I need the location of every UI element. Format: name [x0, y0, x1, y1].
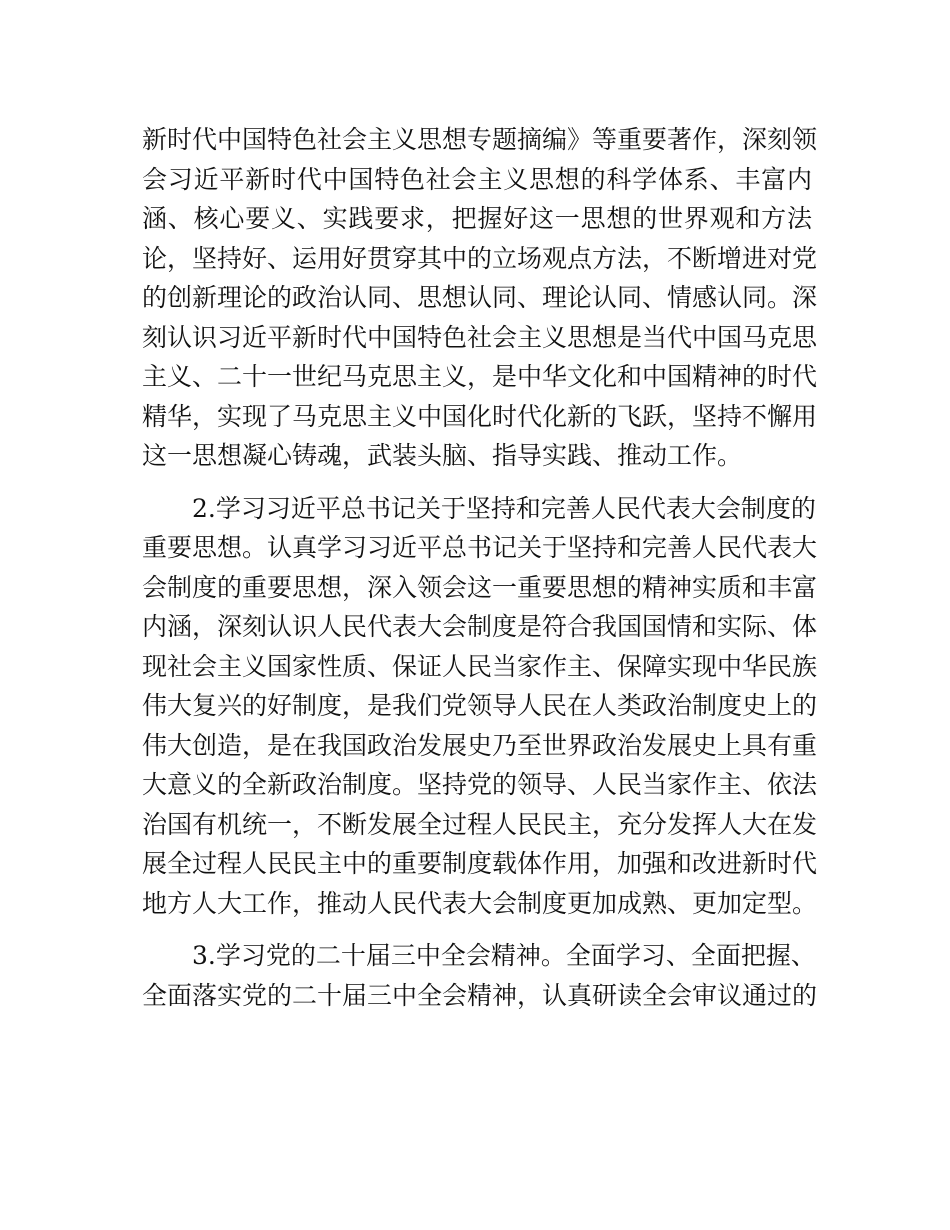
- paragraph-2: [142, 489, 818, 924]
- text-line: 3.学习党的二十届三中全会精神。全面学习、全面把握、: [142, 941, 816, 970]
- text-line: 会习近平新时代中国特色社会主义思想的科学体系、丰富内: [142, 164, 812, 194]
- text-line: 展全过程人民民主中的重要制度载体作用，加强和改进新时代: [142, 849, 818, 878]
- paragraph-1: [142, 120, 818, 476]
- paragraph-3: [142, 936, 818, 1015]
- text-line: 会制度的重要思想，深入领会这一重要思想的精神实质和丰富: [142, 572, 818, 602]
- text-line: 的创新理论的政治认同、思想认同、理论认同、情感认同。深: [142, 283, 818, 312]
- text-line: 全面落实党的二十届三中全会精神，认真研读全会审议通过的: [142, 980, 818, 1010]
- text-line: 现社会主义国家性质、保证人民当家作主、保障实现中华民族: [142, 651, 818, 681]
- text-line: 伟大创造，是在我国政治发展史乃至世界政治发展史上具有重: [142, 730, 818, 760]
- text-line: 大意义的全新政治制度。坚持党的领导、人民当家作主、依法: [142, 770, 818, 799]
- text-line: 论，坚持好、运用好贯穿其中的立场观点方法，不断增进对党: [142, 243, 818, 273]
- paragraph-spacing: [142, 923, 812, 936]
- text-line: 重要思想。认真学习习近平总书记关于坚持和完善人民代表大: [142, 533, 818, 562]
- text-line: 精华，实现了马克思主义中国化时代化新的飞跃，坚持不懈用: [142, 401, 818, 431]
- text-line: 主义、二十一世纪马克思主义，是中华文化和中国精神的时代: [142, 362, 818, 391]
- text-line: 这一思想凝心铸魂，武装头脑、指导实践、推动工作。: [142, 441, 743, 470]
- text-line: 地方人大工作，推动人民代表大会制度更加成熟、更加定型。: [142, 888, 818, 918]
- document-body: [142, 120, 818, 1015]
- text-line: 涵、核心要义、实践要求，把握好这一思想的世界观和方法: [142, 204, 812, 233]
- text-line: 2.学习习近平总书记关于坚持和完善人民代表大会制度的: [142, 493, 816, 523]
- text-line: 治国有机统一，不断发展全过程人民民主，充分发挥人大在发: [142, 809, 818, 839]
- paragraph-spacing: [142, 476, 812, 489]
- text-line: 新时代中国特色社会主义思想专题摘编》等重要著作，深刻领: [142, 125, 818, 154]
- text-line: 内涵，深刻认识人民代表大会制度是符合我国国情和实际、体: [142, 612, 818, 641]
- text-line: 伟大复兴的好制度，是我们党领导人民在人类政治制度史上的: [142, 691, 818, 720]
- text-line: 刻认识习近平新时代中国特色社会主义思想是当代中国马克思: [142, 322, 818, 352]
